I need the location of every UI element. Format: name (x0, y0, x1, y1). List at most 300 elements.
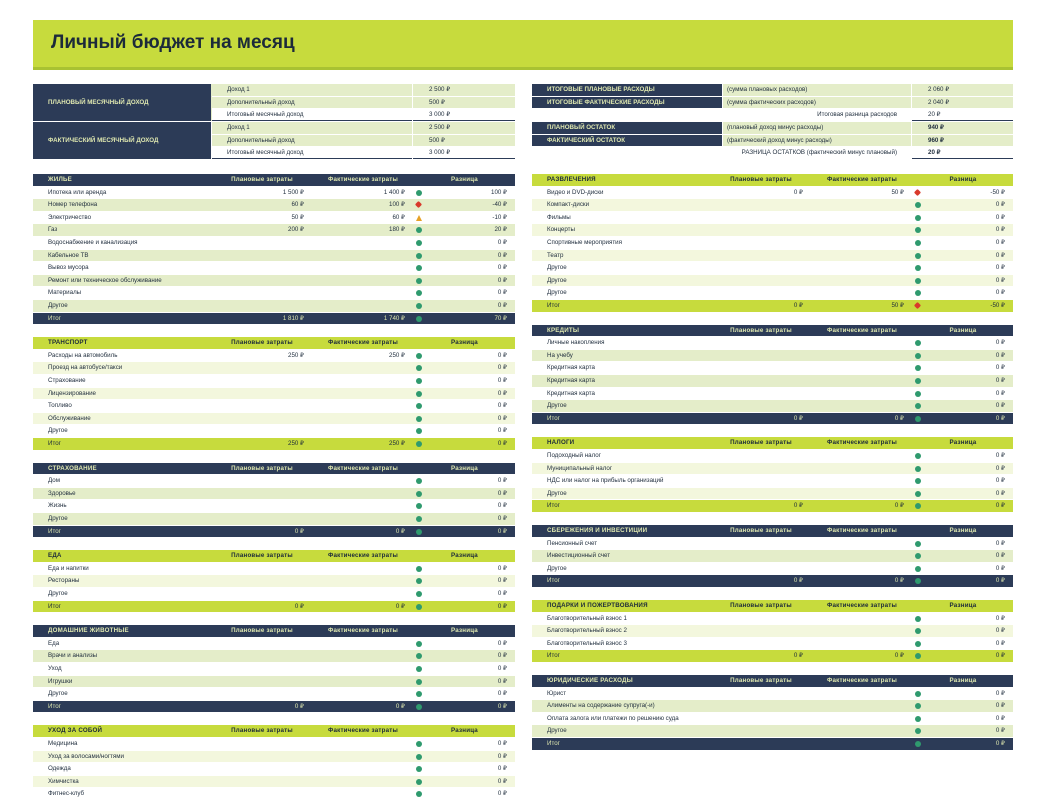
cell-fact[interactable] (313, 588, 413, 600)
cell-plan[interactable] (212, 375, 312, 387)
cell-diff[interactable]: 0 ₽ (414, 375, 515, 387)
table-row (33, 650, 515, 663)
cell-plan[interactable] (212, 400, 312, 412)
cell-diff[interactable]: 0 ₽ (913, 337, 1013, 349)
cell-fact[interactable]: 0 ₽ (894, 577, 904, 585)
cell-diff[interactable]: 0 ₽ (913, 262, 1013, 274)
cell-fact[interactable] (313, 650, 413, 662)
cell-plan[interactable] (711, 550, 811, 562)
column-header-plan: Плановые затраты (730, 439, 792, 447)
cell-label: Алименты на содержание супруга(-и) (547, 702, 655, 710)
table-total-row (33, 601, 515, 614)
cell-fact[interactable] (313, 751, 413, 763)
cell-plan[interactable] (212, 563, 312, 575)
cell-diff[interactable]: 0 ₽ (414, 526, 515, 538)
cell-plan[interactable] (711, 262, 811, 274)
ok-indicator-icon (416, 441, 422, 447)
cell-fact[interactable] (313, 250, 413, 262)
cell-label: Итог (48, 702, 61, 710)
cell-diff[interactable]: 0 ₽ (913, 388, 1013, 400)
cell-plan[interactable] (711, 738, 811, 750)
cell-plan[interactable]: 1 500 ₽ (282, 188, 304, 196)
cell-diff[interactable]: 0 ₽ (913, 350, 1013, 362)
cell-fact[interactable]: 0 ₽ (894, 502, 904, 510)
cell-plan[interactable] (711, 463, 811, 475)
cell-diff[interactable]: 0 ₽ (913, 550, 1013, 562)
cell-plan[interactable] (711, 388, 811, 400)
cell-plan[interactable]: 0 ₽ (793, 414, 803, 422)
cell-plan[interactable] (212, 262, 312, 274)
cell-diff[interactable]: 0 ₽ (414, 701, 515, 713)
ok-indicator-icon (915, 290, 921, 296)
cell-fact[interactable] (812, 725, 912, 737)
cell-diff[interactable]: 0 ₽ (913, 237, 1013, 249)
cell-plan[interactable] (212, 650, 312, 662)
cell-diff[interactable]: 0 ₽ (913, 250, 1013, 262)
cell-fact[interactable] (313, 738, 413, 750)
cell-plan[interactable] (212, 575, 312, 587)
ok-indicator-icon (416, 791, 422, 797)
cell-plan[interactable] (711, 625, 811, 637)
total-planned-expenses-label: ИТОГОВЫЕ ПЛАНОВЫЕ РАСХОДЫ (532, 84, 722, 96)
cell-diff[interactable]: 0 ₽ (414, 513, 515, 525)
cell-diff[interactable]: 0 ₽ (414, 300, 515, 312)
cell-diff[interactable]: 0 ₽ (414, 575, 515, 587)
cell-diff[interactable]: 0 ₽ (913, 212, 1013, 224)
cell-plan[interactable] (212, 638, 312, 650)
cell-fact[interactable] (812, 362, 912, 374)
cell-diff[interactable]: 0 ₽ (913, 413, 1013, 425)
total-planned-expenses-value[interactable]: 2 060 ₽ (912, 84, 1013, 96)
table-row (532, 262, 1013, 275)
column-header-plan: Плановые затраты (730, 602, 792, 609)
cell-plan[interactable] (711, 613, 811, 625)
cell-label: Водоснабжение и канализация (48, 238, 138, 246)
cell-plan[interactable]: 0 ₽ (793, 502, 803, 510)
cell-fact[interactable] (812, 212, 912, 224)
planned-balance-label: ПЛАНОВЫЙ ОСТАТОК (532, 122, 722, 134)
ok-indicator-icon (915, 691, 921, 697)
cell-plan[interactable] (711, 538, 811, 550)
cell-diff[interactable]: 0 ₽ (414, 362, 515, 374)
cell-diff[interactable]: 0 ₽ (913, 400, 1013, 412)
cell-diff[interactable]: 0 ₽ (913, 224, 1013, 236)
summary-value[interactable]: 3 000 ₽ (413, 147, 515, 159)
cell-fact[interactable] (313, 575, 413, 587)
cell-diff[interactable]: 0 ₽ (913, 500, 1013, 512)
cell-diff[interactable]: 0 ₽ (414, 738, 515, 750)
cell-plan[interactable]: 0 ₽ (793, 301, 803, 309)
cell-plan[interactable] (711, 488, 811, 500)
cell-fact[interactable] (812, 388, 912, 400)
cell-diff[interactable]: 0 ₽ (414, 563, 515, 575)
table-title: ЮРИДИЧЕСКИЕ РАСХОДЫ (547, 677, 633, 684)
cell-plan[interactable] (212, 413, 312, 425)
cell-plan[interactable] (212, 275, 312, 287)
cell-plan[interactable] (711, 713, 811, 725)
expense-difference-value[interactable]: 20 ₽ (912, 109, 1013, 121)
cell-fact[interactable]: 0 ₽ (395, 527, 405, 535)
cell-diff[interactable]: 0 ₽ (414, 388, 515, 400)
table-row (532, 187, 1013, 200)
cell-label: Другое (547, 564, 567, 572)
total-actual-expenses-value[interactable]: 2 040 ₽ (912, 97, 1013, 109)
cell-fact[interactable] (812, 199, 912, 211)
ok-indicator-icon (915, 703, 921, 709)
cell-diff[interactable]: 0 ₽ (913, 475, 1013, 487)
cell-diff[interactable]: 0 ₽ (414, 500, 515, 512)
cell-fact[interactable]: 50 ₽ (891, 188, 904, 196)
cell-diff[interactable]: 0 ₽ (414, 688, 515, 700)
cell-plan[interactable] (212, 425, 312, 437)
cell-plan[interactable]: 200 ₽ (288, 226, 304, 234)
cell-diff[interactable]: 0 ₽ (414, 788, 515, 800)
cell-plan[interactable]: 1 810 ₽ (282, 314, 304, 322)
cell-fact[interactable] (812, 638, 912, 650)
cell-plan[interactable] (212, 738, 312, 750)
cell-diff[interactable]: 0 ₽ (414, 287, 515, 299)
table-header (33, 463, 515, 476)
cell-plan[interactable] (711, 350, 811, 362)
balance-difference-value[interactable]: 20 ₽ (912, 147, 1013, 159)
cell-fact[interactable] (313, 688, 413, 700)
cell-plan[interactable] (711, 375, 811, 387)
cell-plan[interactable] (711, 563, 811, 575)
cell-fact[interactable]: 250 ₽ (389, 439, 405, 447)
summary-value[interactable]: 2 500 ₽ (413, 122, 515, 134)
cell-label: Расходы на автомобиль (48, 351, 118, 359)
cell-fact[interactable] (313, 638, 413, 650)
ok-indicator-icon (416, 478, 422, 484)
ok-indicator-icon (416, 754, 422, 760)
cell-fact[interactable]: 180 ₽ (389, 226, 405, 234)
column-header-diff: Разница (949, 439, 977, 447)
cell-plan[interactable] (711, 450, 811, 462)
cell-diff[interactable]: 0 ₽ (913, 287, 1013, 299)
ok-indicator-icon (915, 453, 921, 459)
cell-plan[interactable] (212, 663, 312, 675)
cell-diff[interactable]: 0 ₽ (913, 638, 1013, 650)
cell-diff[interactable]: -10 ₽ (414, 212, 515, 224)
cell-plan[interactable] (212, 776, 312, 788)
cell-plan[interactable] (212, 300, 312, 312)
summary-value[interactable]: 3 000 ₽ (413, 109, 515, 121)
cell-fact[interactable]: 1 740 ₽ (383, 314, 405, 322)
cell-fact[interactable]: 0 ₽ (894, 652, 904, 660)
cell-fact[interactable] (313, 375, 413, 387)
cell-fact[interactable] (812, 700, 912, 712)
cell-label: Другое (547, 727, 567, 735)
cell-plan[interactable] (711, 287, 811, 299)
cell-label: Благотворительный взнос 1 (547, 614, 627, 622)
cell-diff[interactable]: 0 ₽ (414, 475, 515, 487)
ok-indicator-icon (416, 378, 422, 384)
cell-plan[interactable] (212, 676, 312, 688)
cell-fact[interactable] (313, 400, 413, 412)
summary-value[interactable]: 2 500 ₽ (413, 84, 515, 96)
cell-diff[interactable]: 0 ₽ (414, 638, 515, 650)
cell-fact[interactable]: 1 400 ₽ (383, 188, 405, 196)
cell-diff[interactable]: -50 ₽ (913, 187, 1013, 199)
cell-plan[interactable] (212, 751, 312, 763)
cell-fact[interactable]: 0 ₽ (395, 602, 405, 610)
cell-plan[interactable] (711, 700, 811, 712)
ok-indicator-icon (416, 290, 422, 296)
cell-diff[interactable]: 0 ₽ (414, 400, 515, 412)
cell-fact[interactable] (812, 550, 912, 562)
ok-indicator-icon (416, 691, 422, 697)
cell-plan[interactable] (212, 250, 312, 262)
ok-indicator-icon (416, 653, 422, 659)
cell-diff[interactable]: 0 ₽ (414, 751, 515, 763)
cell-label: Другое (48, 589, 68, 597)
cell-fact[interactable] (812, 250, 912, 262)
cell-fact[interactable]: 50 ₽ (891, 301, 904, 309)
cell-diff[interactable]: 0 ₽ (913, 463, 1013, 475)
cell-fact[interactable] (313, 563, 413, 575)
cell-plan[interactable] (711, 362, 811, 374)
cell-plan[interactable] (212, 513, 312, 525)
cell-fact[interactable]: 0 ₽ (894, 414, 904, 422)
cell-fact[interactable] (313, 388, 413, 400)
cell-plan[interactable]: 0 ₽ (793, 188, 803, 196)
ok-indicator-icon (915, 491, 921, 497)
cell-plan[interactable]: 0 ₽ (294, 602, 304, 610)
cell-plan[interactable]: 250 ₽ (288, 351, 304, 359)
cell-plan[interactable] (711, 212, 811, 224)
table-кредиты (532, 325, 1013, 426)
actual-balance-label: ФАКТИЧЕСКИЙ ОСТАТОК (532, 135, 722, 147)
cell-plan[interactable] (711, 237, 811, 249)
table-row (33, 212, 515, 225)
summary-value[interactable]: 500 ₽ (413, 135, 515, 147)
cell-diff[interactable]: 0 ₽ (913, 199, 1013, 211)
cell-diff[interactable]: 20 ₽ (414, 224, 515, 236)
cell-diff[interactable]: -50 ₽ (913, 300, 1013, 312)
cell-fact[interactable] (313, 262, 413, 274)
cell-fact[interactable] (313, 287, 413, 299)
cell-diff[interactable]: 0 ₽ (414, 237, 515, 249)
cell-fact[interactable] (812, 475, 912, 487)
cell-fact[interactable] (812, 224, 912, 236)
cell-fact[interactable] (313, 475, 413, 487)
cell-diff[interactable]: 0 ₽ (913, 450, 1013, 462)
cell-fact[interactable] (812, 488, 912, 500)
cell-plan[interactable] (711, 688, 811, 700)
cell-fact[interactable] (313, 362, 413, 374)
cell-diff[interactable]: 0 ₽ (414, 663, 515, 675)
cell-plan[interactable]: 0 ₽ (793, 652, 803, 660)
cell-fact[interactable] (313, 300, 413, 312)
table-row (532, 375, 1013, 388)
table-развлечения (532, 174, 1013, 313)
cell-fact[interactable] (812, 563, 912, 575)
cell-plan[interactable] (212, 388, 312, 400)
cell-label: Уход (48, 664, 62, 672)
cell-fact[interactable] (313, 237, 413, 249)
table-row (33, 425, 515, 438)
cell-diff[interactable]: 0 ₽ (913, 375, 1013, 387)
cell-fact[interactable] (313, 413, 413, 425)
cell-fact[interactable]: 0 ₽ (395, 702, 405, 710)
table-title: НАЛОГИ (547, 439, 575, 447)
cell-diff[interactable]: 0 ₽ (913, 362, 1013, 374)
cell-plan[interactable] (711, 400, 811, 412)
cell-fact[interactable] (313, 763, 413, 775)
cell-fact[interactable] (313, 500, 413, 512)
table-row (33, 350, 515, 363)
cell-fact[interactable] (313, 676, 413, 688)
cell-diff[interactable]: 0 ₽ (414, 425, 515, 437)
ok-indicator-icon (416, 604, 422, 610)
cell-diff[interactable]: 0 ₽ (414, 262, 515, 274)
cell-fact[interactable] (812, 275, 912, 287)
column-header-diff: Разница (451, 464, 478, 472)
cell-plan[interactable] (711, 475, 811, 487)
cell-fact[interactable] (313, 513, 413, 525)
cell-diff[interactable]: -40 ₽ (414, 199, 515, 211)
cell-diff[interactable]: 0 ₽ (913, 738, 1013, 750)
cell-diff[interactable]: 0 ₽ (913, 275, 1013, 287)
cell-plan[interactable]: 50 ₽ (291, 213, 304, 221)
cell-diff[interactable]: 0 ₽ (913, 538, 1013, 550)
table-страхование (33, 463, 515, 539)
cell-diff[interactable]: 0 ₽ (913, 563, 1013, 575)
cell-diff[interactable]: 100 ₽ (414, 187, 515, 199)
cell-fact[interactable] (313, 488, 413, 500)
cell-diff[interactable]: 70 ₽ (414, 313, 515, 325)
cell-plan[interactable]: 250 ₽ (288, 439, 304, 447)
cell-fact[interactable] (313, 425, 413, 437)
cell-label: На учебу (547, 351, 573, 359)
cell-diff[interactable]: 0 ₽ (913, 613, 1013, 625)
cell-fact[interactable] (812, 262, 912, 274)
cell-diff[interactable]: 0 ₽ (414, 438, 515, 450)
cell-fact[interactable] (812, 738, 912, 750)
cell-fact[interactable] (313, 663, 413, 675)
table-row (33, 788, 515, 800)
cell-fact[interactable]: 60 ₽ (392, 213, 405, 221)
cell-plan[interactable] (711, 224, 811, 236)
cell-diff[interactable]: 0 ₽ (414, 776, 515, 788)
summary-value[interactable]: 500 ₽ (413, 97, 515, 109)
cell-diff[interactable]: 0 ₽ (414, 588, 515, 600)
cell-fact[interactable] (812, 237, 912, 249)
cell-plan[interactable] (212, 763, 312, 775)
cell-plan[interactable]: 0 ₽ (294, 702, 304, 710)
cell-fact[interactable] (812, 463, 912, 475)
cell-plan[interactable] (212, 688, 312, 700)
cell-diff[interactable]: 0 ₽ (913, 488, 1013, 500)
cell-plan[interactable] (711, 250, 811, 262)
cell-fact[interactable]: 100 ₽ (389, 201, 405, 209)
cell-fact[interactable] (313, 788, 413, 800)
cell-fact[interactable] (313, 275, 413, 287)
column-header-diff: Разница (949, 326, 977, 334)
ok-indicator-icon (416, 240, 422, 246)
cell-plan[interactable]: 0 ₽ (294, 527, 304, 535)
cell-label: Ипотека или аренда (48, 188, 107, 196)
table-title: ДОМАШНИЕ ЖИВОТНЫЕ (48, 627, 129, 635)
cell-diff[interactable]: 0 ₽ (913, 688, 1013, 700)
ok-indicator-icon (416, 503, 422, 509)
cell-fact[interactable] (812, 337, 912, 349)
table-row (532, 625, 1013, 638)
cell-diff[interactable]: 0 ₽ (913, 700, 1013, 712)
cell-diff[interactable]: 0 ₽ (913, 625, 1013, 637)
cell-plan[interactable] (212, 475, 312, 487)
cell-fact[interactable] (812, 538, 912, 550)
cell-plan[interactable] (711, 337, 811, 349)
cell-fact[interactable] (812, 400, 912, 412)
cell-diff[interactable]: 0 ₽ (913, 575, 1013, 587)
cell-label: Фильмы (547, 213, 571, 221)
cell-fact[interactable] (313, 776, 413, 788)
cell-plan[interactable] (212, 488, 312, 500)
cell-plan[interactable] (212, 362, 312, 374)
ok-indicator-icon (915, 716, 921, 722)
table-row (532, 337, 1013, 350)
cell-plan[interactable] (212, 287, 312, 299)
cell-label: Спортивные мероприятия (547, 238, 622, 246)
cell-diff[interactable]: 0 ₽ (414, 350, 515, 362)
cell-fact[interactable] (812, 625, 912, 637)
cell-plan[interactable] (212, 788, 312, 800)
income-summary (33, 84, 515, 156)
cell-diff[interactable]: 0 ₽ (414, 676, 515, 688)
actual-balance-value[interactable]: 960 ₽ (912, 135, 1013, 147)
cell-label: Итог (547, 577, 560, 585)
ok-indicator-icon (915, 641, 921, 647)
cell-diff[interactable]: 0 ₽ (414, 650, 515, 662)
cell-label: Кредитная карта (547, 364, 595, 372)
cell-plan[interactable]: 60 ₽ (291, 201, 304, 209)
cell-plan[interactable] (212, 588, 312, 600)
cell-plan[interactable] (711, 199, 811, 211)
cell-fact[interactable] (812, 688, 912, 700)
cell-diff[interactable]: 0 ₽ (414, 413, 515, 425)
summary-label: Дополнительный доход (212, 135, 412, 147)
ok-indicator-icon (416, 303, 422, 309)
cell-diff[interactable]: 0 ₽ (414, 763, 515, 775)
cell-plan[interactable] (711, 725, 811, 737)
cell-diff[interactable]: 0 ₽ (913, 725, 1013, 737)
cell-diff[interactable]: 0 ₽ (414, 488, 515, 500)
cell-plan[interactable] (212, 237, 312, 249)
cell-fact[interactable] (812, 450, 912, 462)
cell-label: Врачи и анализы (48, 652, 98, 660)
planned-balance-value[interactable]: 940 ₽ (912, 122, 1013, 134)
cell-plan[interactable]: 0 ₽ (793, 577, 803, 585)
cell-plan[interactable] (711, 638, 811, 650)
cell-diff[interactable]: 0 ₽ (913, 650, 1013, 662)
cell-plan[interactable] (212, 500, 312, 512)
cell-fact[interactable]: 250 ₽ (389, 351, 405, 359)
cell-diff[interactable]: 0 ₽ (913, 713, 1013, 725)
cell-diff[interactable]: 0 ₽ (414, 250, 515, 262)
cell-fact[interactable] (812, 375, 912, 387)
cell-label: Проезд на автобусе/такси (48, 364, 123, 372)
column-header-diff: Разница (949, 677, 977, 684)
cell-fact[interactable] (812, 613, 912, 625)
cell-diff[interactable]: 0 ₽ (414, 601, 515, 613)
cell-fact[interactable] (812, 713, 912, 725)
ok-indicator-icon (416, 278, 422, 284)
cell-diff[interactable]: 0 ₽ (414, 275, 515, 287)
cell-fact[interactable] (812, 350, 912, 362)
cell-plan[interactable] (711, 275, 811, 287)
cell-fact[interactable] (812, 287, 912, 299)
